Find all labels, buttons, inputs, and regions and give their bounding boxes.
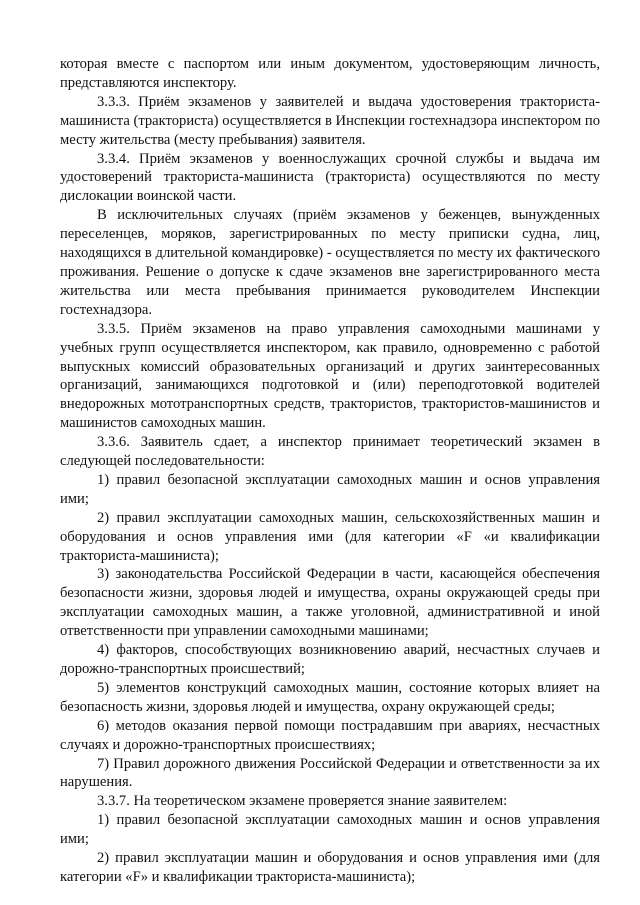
list-item-3-3-7-2: 2) правил эксплуатации машин и оборудования и основ управления ими (для категории «F» и квалификации тракториста-машиниста); bbox=[60, 850, 600, 885]
list-item-3-3-6-2: 2) правил эксплуатации самоходных машин, сельскохозяйственных машин и оборудования и основ управления ими (для категории «F «и квалификации тракториста-машиниста); bbox=[60, 509, 600, 564]
paragraph-3-3-6: 3.3.6. Заявитель сдает, а инспектор принимает теоретический экзамен в следующей последовательности: bbox=[60, 434, 600, 470]
list-item-3-3-6-3: 3) законодательства Российской Федерации в части, касающейся обеспечения безопасности жизни, здоровья людей и имущества, охраны окружающей среды при эксплуатации самоходных машин, а также уголовной, административной и иной ответственности при управлении самоходными машинами; bbox=[60, 566, 600, 640]
list-item-3-3-6-5: 5) элементов конструкций самоходных машин, состояние которых влияет на безопасность жизни, здоровья людей и имущества, охрану окружающей среды; bbox=[60, 679, 600, 715]
paragraph-3-3-4: 3.3.4. Приём экзаменов у военнослужащих срочной службы и выдача им удостоверений тракториста-машиниста (тракториста) осуществляются по месту дислокации воинской части. bbox=[60, 150, 600, 205]
paragraph-exceptional-cases: В исключительных случаях (приём экзаменов у беженцев, вынужденных переселенцев, моряков, зарегистрированных по месту приписки судна, лиц, находящихся в длительной командировке) - осуществляется по месту их фактического проживания. Решение о допуске к сдаче экзаменов вне зарегистрированного места жительства или места пребывания принимается руководителем Инспекции гостехнадзора. bbox=[60, 207, 600, 318]
list-item-3-3-6-4: 4) факторов, способствующих возникновению аварий, несчастных случаев и дорожно-транспортных происшествий; bbox=[60, 642, 600, 677]
paragraph-3-3-3: 3.3.3. Приём экзаменов у заявителей и выдача удостоверения тракториста-машиниста (тракториста) осуществляется в Инспекции гостехнадзора инспектором по месту жительства (месту пребывания) заявителя. bbox=[60, 93, 600, 148]
list-item-3-3-6-7: 7) Правил дорожного движения Российской Федерации и ответственности за их нарушения. bbox=[60, 755, 600, 791]
list-item-3-3-6-6: 6) методов оказания первой помощи пострадавшим при авариях, несчастных случаях и дорожно-транспортных происшествиях; bbox=[60, 717, 600, 753]
document-page bbox=[60, 55, 600, 887]
paragraph-3-3-5: 3.3.5. Приём экзаменов на право управления самоходными машинами у учебных групп осуществляется инспектором, как правило, одновременно с работой выпускных комиссий образовательных организаций и других заинтересованных организаций, занимающихся подготовкой и (или) переподготовкой водителей внедорожных мототранспортных средств, трактористов, трактористов-машинистов и машинистов самоходных машин. bbox=[60, 320, 600, 432]
list-item-3-3-7-1: 1) правил безопасной эксплуатации самоходных машин и основ управления ими; bbox=[60, 812, 600, 848]
paragraph-3-3-7: 3.3.7. На теоретическом экзамене проверяется знание заявителем: bbox=[97, 793, 508, 810]
list-item-3-3-6-1: 1) правил безопасной эксплуатации самоходных машин и основ управления ими; bbox=[60, 471, 600, 507]
paragraph-continuation: которая вместе с паспортом или иным документом, удостоверяющим личность, представляются инспектору. bbox=[60, 56, 600, 91]
